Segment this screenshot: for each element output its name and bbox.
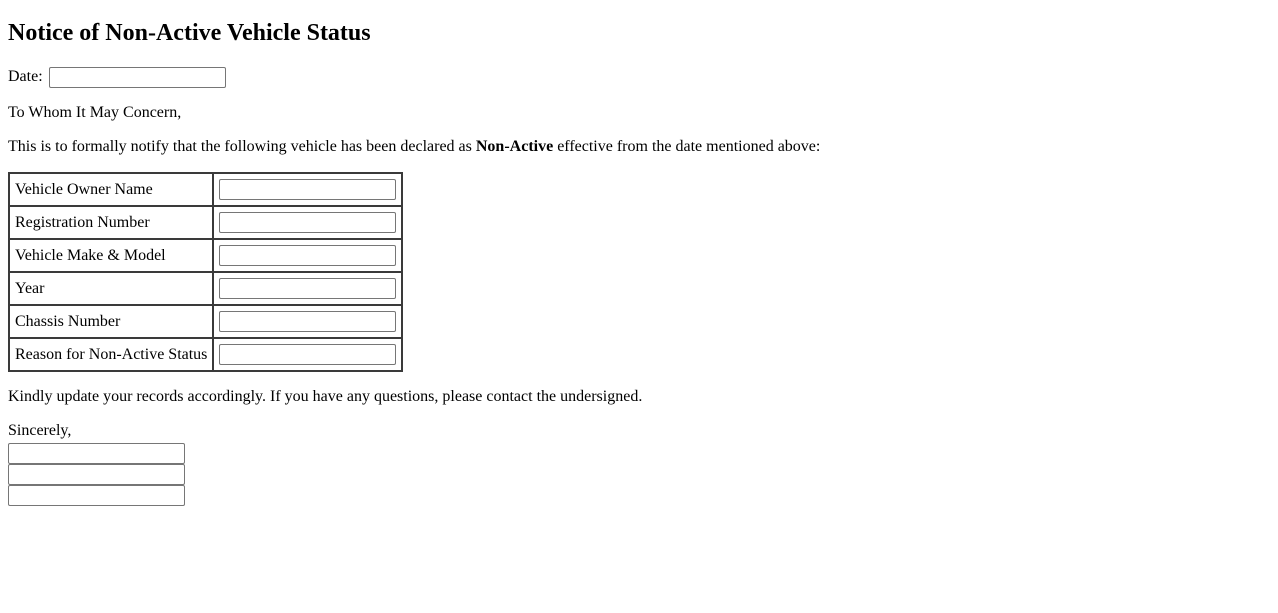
closing-note: Kindly update your records accordingly. If you have any questions, please contact the undersigned. [8, 388, 643, 405]
vehicle-owner-name-label: Vehicle Owner Name [9, 173, 213, 206]
year-cell [213, 272, 402, 305]
signature-line-2-input[interactable] [8, 464, 185, 485]
signoff-block [8, 422, 1270, 506]
date-label: Date: [8, 68, 43, 86]
year-label: Year [9, 272, 213, 305]
date-line [8, 67, 1270, 88]
page-title: Notice of Non-Active Vehicle Status [8, 20, 371, 46]
intro-text-before: This is to formally notify that the following vehicle has been declared as [8, 138, 476, 155]
year-input[interactable] [219, 278, 396, 299]
chassis-number-cell [213, 305, 402, 338]
table-row [9, 338, 402, 371]
signoff-text: Sincerely, [8, 422, 72, 439]
reason-non-active-cell [213, 338, 402, 371]
signature-line-1-input[interactable] [8, 443, 185, 464]
date-input[interactable] [49, 67, 226, 88]
intro-paragraph [8, 138, 1270, 156]
vehicle-owner-name-cell [213, 173, 402, 206]
registration-number-input[interactable] [219, 212, 396, 233]
registration-number-cell [213, 206, 402, 239]
vehicle-details-table [8, 172, 403, 372]
registration-number-label: Registration Number [9, 206, 213, 239]
table-row [9, 305, 402, 338]
salutation: To Whom It May Concern, [8, 104, 182, 121]
vehicle-owner-name-input[interactable] [219, 179, 396, 200]
vehicle-make-model-input[interactable] [219, 245, 396, 266]
intro-text-after: effective from the date mentioned above: [553, 138, 821, 155]
intro-text-emphasis: Non-Active [475, 138, 554, 155]
chassis-number-input[interactable] [219, 311, 396, 332]
table-row [9, 272, 402, 305]
signature-line-3-input[interactable] [8, 485, 185, 506]
reason-non-active-label: Reason for Non-Active Status [9, 338, 213, 371]
chassis-number-label: Chassis Number [9, 305, 213, 338]
vehicle-make-model-cell [213, 239, 402, 272]
vehicle-make-model-label: Vehicle Make & Model [9, 239, 213, 272]
reason-non-active-input[interactable] [219, 344, 396, 365]
table-row [9, 173, 402, 206]
table-row [9, 206, 402, 239]
table-row [9, 239, 402, 272]
